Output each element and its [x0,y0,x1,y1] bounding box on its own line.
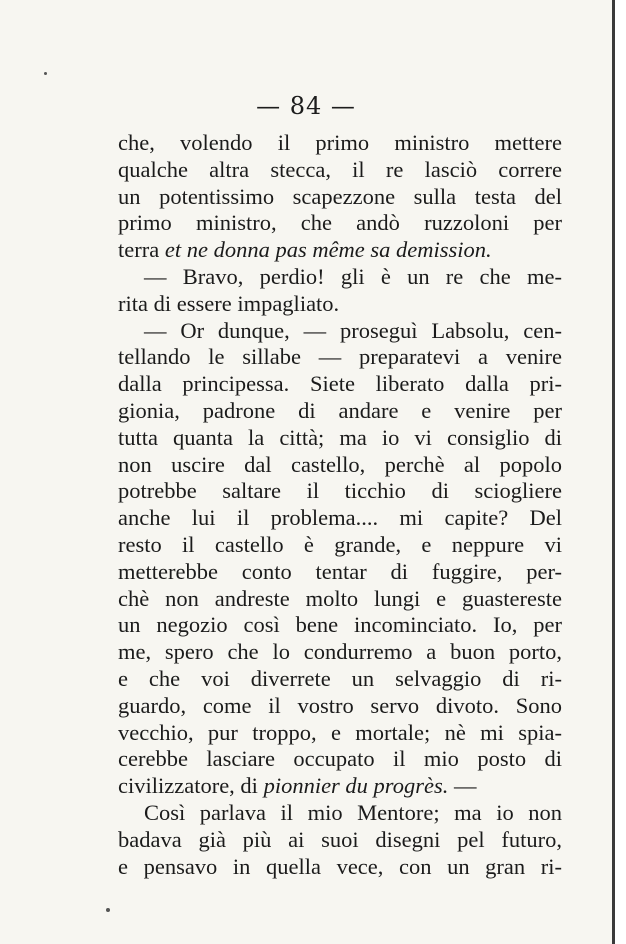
line-text: resto il castello è grande, e neppure vi [118,531,562,557]
scan-margin [615,0,626,944]
text-line [118,532,562,559]
line-text: e che voi diverrete un selvaggio di ri- [118,665,562,691]
text-line [118,586,562,613]
line-text: badava già più ai suoi disegni pel futuro, [118,826,562,852]
text-line [118,318,562,345]
line-text: terra [118,237,165,263]
line-text: qualche altra stecca, il re lasciò correre [118,156,562,182]
line-text: metterebbe conto tentar di fuggire, per- [118,558,562,584]
page-number: — 84 — [256,92,356,120]
line-text: e pensavo in quella vece, con un gran ri- [118,853,562,879]
line-text: Così parlava il mio Mentore; ma io non [144,799,562,825]
line-text: primo ministro, che andò ruzzoloni per [118,210,562,236]
text-line [118,478,562,505]
text-line [118,693,562,720]
text-line [118,344,562,371]
text-line [118,639,562,666]
line-text: rita di essere impagliato. [118,290,340,316]
line-text: me, spero che lo condurremo a buon porto, [118,639,562,665]
body-text [118,130,562,880]
italic-phrase: pionnier du progrès. [263,773,449,799]
text-line [118,746,562,773]
line-text: un negozio così bene incominciato. Io, per [118,612,562,638]
line-text: — Or dunque, — proseguì Labsolu, cen- [144,317,562,343]
line-text: potrebbe saltare il ticchio di sciogliere [118,478,562,504]
line-text: — Bravo, perdio! gli è un re che me- [144,263,562,289]
line-text: anche lui il problema.... mi capite? Del [118,505,562,531]
text-line [118,398,562,425]
text-line [118,854,562,881]
text-line [118,505,562,532]
line-text: civilizzatore, di [118,773,264,799]
text-line [118,452,562,479]
line-text: dalla principessa. Siete liberato dalla pri- [118,371,562,397]
text-line [118,184,562,211]
text-line [118,827,562,854]
text-line [118,800,562,827]
text-line [118,425,562,452]
line-text: cerebbe lasciare occupato il mio posto di [118,746,562,772]
text-line [118,237,562,264]
text-line [118,210,562,237]
text-line [118,130,562,157]
ink-speck [44,72,47,75]
line-text: chè non andreste molto lungi e guastereste [118,585,562,611]
line-text: gionia, padrone di andare e venire per [118,397,562,423]
text-line [118,264,562,291]
line-text: un potentissimo scapezzone sulla testa del [118,183,562,209]
italic-phrase: et ne donna pas même sa demission. [164,237,492,263]
text-line [118,612,562,639]
line-text-after: — [448,773,477,799]
text-line [118,371,562,398]
line-text: tellando le sillabe — preparatevi a venire [118,344,562,370]
line-text: tutta quanta la città; ma io vi consiglio di [118,424,562,450]
line-text: non uscire dal castello, perchè al popolo [118,451,562,477]
line-text: guardo, come il vostro servo divoto. Sono [118,692,562,718]
ink-speck [106,908,110,912]
text-line [118,666,562,693]
text-line [118,291,562,318]
text-line [118,157,562,184]
line-text: vecchio, pur troppo, e mortale; nè mi spia- [118,719,562,745]
text-line [118,720,562,747]
line-text: che, volendo il primo ministro mettere [118,130,562,155]
text-line [118,773,562,800]
text-line [118,559,562,586]
